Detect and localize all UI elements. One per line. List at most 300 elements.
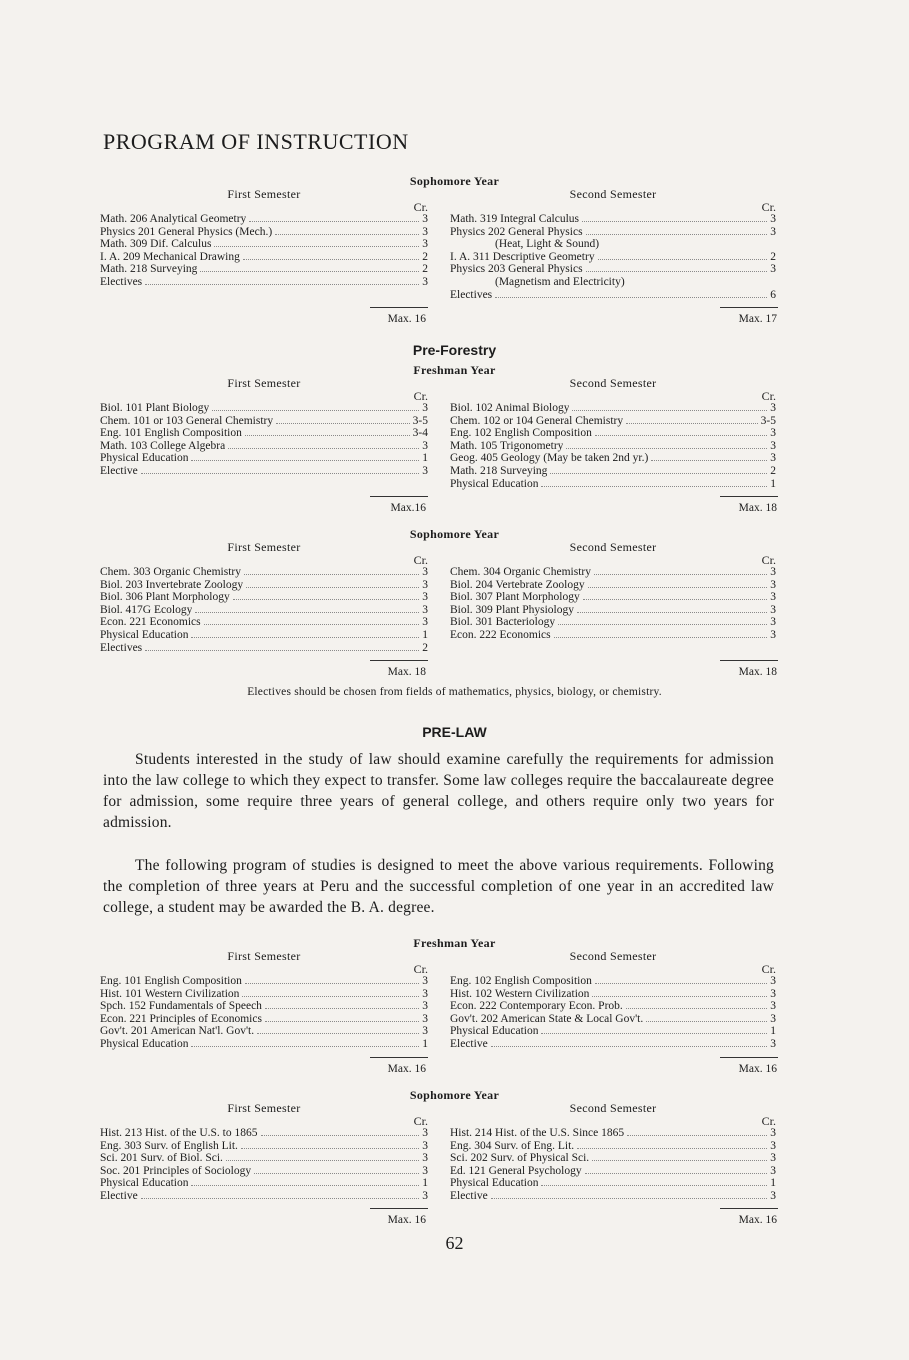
course-row [100,591,428,604]
course-list [450,402,776,490]
course-name: Eng. 102 English Composition [450,427,592,440]
credits-heading: Cr. [761,962,776,976]
course-credits: 3 [770,1127,776,1139]
dot-leader [588,587,768,588]
course-row [450,988,776,1001]
course-credits: 2 [422,263,428,276]
dot-leader [541,486,767,487]
course-credits: 3 [422,1189,428,1202]
dot-leader [586,271,768,272]
dot-leader [558,624,767,625]
course-name: Biol. 203 Invertebrate Zoology [100,578,244,591]
course-credits: 3 [770,1000,776,1013]
course-name: Physics 201 General Physics (Mech.) [100,225,273,238]
course-row [450,226,776,239]
second-semester-column [450,949,776,1051]
dot-leader [195,612,419,613]
course-name: Math. 206 Analytical Geometry [100,213,247,225]
course-row [100,1140,428,1153]
semester-heading: First Semester [227,1101,301,1115]
course-credits: 3 [770,1012,776,1025]
course-credits: 2 [770,464,776,477]
course-row [100,263,428,276]
course-name: Physics 202 General Physics [450,225,583,238]
semester-heading: Second Semester [569,949,657,963]
course-row [100,988,428,1001]
course-row [450,591,776,604]
course-row [100,604,428,617]
dot-leader [550,473,767,474]
dot-leader [592,1160,767,1161]
dot-leader [495,297,767,298]
course-credits: 1 [770,1177,776,1190]
course-credits: 3 [422,464,428,477]
course-name: Hist. 102 Western Civilization [450,987,590,1000]
dot-leader [257,1033,419,1034]
course-list [100,213,428,289]
course-credits: 2 [770,250,776,263]
dot-leader [141,1198,420,1199]
credits-heading: Cr. [413,962,428,976]
total-rule [720,307,778,308]
course-name: Chem. 303 Organic Chemistry [100,566,241,578]
course-credits: 3 [770,566,776,578]
course-subtitle: (Magnetism and Electricity) [495,275,625,288]
course-name: Econ. 221 Principles of Economics [100,1012,262,1025]
dot-leader [233,599,420,600]
dot-leader [585,1173,768,1174]
dot-leader [541,1033,767,1034]
course-name: Biol. 306 Plant Morphology [100,591,230,604]
dot-leader [245,983,419,984]
dot-leader [582,221,767,222]
course-credits: 1 [422,628,428,641]
course-credits: 3 [770,578,776,591]
year-label-sophomore: Sophomore Year [409,1088,500,1102]
course-name: Gov't. 202 American State & Local Gov't. [450,1012,644,1025]
course-row [100,642,428,655]
course-name: Eng. 304 Surv. of Eng. Lit. [450,1139,575,1152]
dot-leader [191,460,419,461]
course-credits: 3 [422,225,428,238]
max-credits-second: Max. 18 [738,502,777,514]
page-title: PROGRAM OF INSTRUCTION [103,129,409,154]
dot-leader [276,423,410,424]
dot-leader [651,460,767,461]
dot-leader [243,259,419,260]
course-row [100,1165,428,1178]
course-credits: 3 [422,578,428,591]
dot-leader [627,1135,767,1136]
second-semester-column [450,187,776,301]
course-name: Math. 218 Surveying [450,464,548,477]
course-row [100,1000,428,1013]
dot-leader [246,587,419,588]
dot-leader [491,1198,768,1199]
semester-heading: First Semester [227,540,301,554]
course-name: Eng. 102 English Composition [450,975,592,987]
course-row [100,213,428,226]
course-row [450,427,776,440]
course-name: Spch. 152 Fundamentals of Speech [100,1000,262,1013]
dot-leader [592,996,767,997]
first-semester-column [100,1101,428,1203]
course-name: Geog. 405 Geology (May be taken 2nd yr.) [450,452,649,465]
course-credits: 3 [422,1000,428,1013]
dot-leader [586,234,768,235]
course-row [100,1152,428,1165]
course-name: Hist. 214 Hist. of the U.S. Since 1865 [450,1127,625,1139]
first-semester-column [100,187,428,289]
course-row [100,415,428,428]
course-row [450,1038,776,1051]
course-row [450,604,776,617]
total-rule [370,1208,428,1209]
course-credits: 3 [770,975,776,987]
dot-leader [145,284,419,285]
course-list [100,975,428,1051]
course-row [100,629,428,642]
course-name: Electives [100,641,143,654]
max-credits-second: Max. 18 [738,666,777,678]
page-number: 62 [445,1233,464,1253]
section-heading-pre-law: PRE-LAW [422,724,487,740]
course-row [100,975,428,988]
program-paragraph: The following program of studies is designed to meet the above various requirements. Following the completion of three years at Peru and the successful completion of one year in an accredited law college, a student may be awarded the B. A. degree. [103,857,774,916]
max-credits-first: Max. 16 [387,1063,426,1075]
total-rule [720,1057,778,1058]
course-name: Physical Education [100,452,189,465]
dot-leader [577,1148,767,1149]
course-credits: 3 [770,1139,776,1152]
course-name: Physical Education [450,477,539,490]
course-row [100,1190,428,1203]
dot-leader [204,624,420,625]
total-rule [720,1208,778,1209]
course-credits: 3 [422,213,428,225]
course-credits: 1 [770,1025,776,1038]
max-credits-first: Max. 18 [387,666,426,678]
dot-leader [245,435,410,436]
first-semester-column [100,949,428,1051]
course-name: Elective [100,1189,138,1202]
course-name: Biol. 307 Plant Morphology [450,591,580,604]
dot-leader [265,1021,419,1022]
course-credits: 3 [770,591,776,604]
course-credits: 3 [422,566,428,578]
course-row [100,427,428,440]
course-credits: 3 [422,1012,428,1025]
dot-leader [242,996,419,997]
course-name: Gov't. 201 American Nat'l. Gov't. [100,1025,255,1038]
dot-leader [554,637,768,638]
course-name: Elective [450,1189,488,1202]
course-credits: 3 [770,628,776,641]
dot-leader [249,221,419,222]
course-name: Electives [450,288,493,301]
course-credits: 3-5 [412,414,428,427]
course-name: I. A. 311 Descriptive Geometry [450,250,595,263]
dot-leader [583,599,768,600]
dot-leader [228,448,419,449]
course-name: I. A. 209 Mechanical Drawing [100,250,240,263]
dot-leader [646,1021,767,1022]
course-name: Physical Education [450,1025,539,1038]
course-credits: 3 [770,1152,776,1165]
credits-heading: Cr. [413,1114,428,1128]
second-semester-column [450,1101,776,1203]
course-name: Math. 103 College Algebra [100,439,226,452]
course-name: Econ. 221 Economics [100,616,201,629]
course-name: Ed. 121 General Psychology [450,1164,582,1177]
credits-heading: Cr. [413,389,428,403]
dot-leader [200,271,419,272]
course-row [450,251,776,264]
course-name: Physical Education [100,1177,189,1190]
credits-heading: Cr. [761,200,776,214]
course-row [450,1025,776,1038]
year-label-sophomore-top: Sophomore Year [409,174,500,188]
semester-heading: Second Semester [569,540,657,554]
course-row [450,1013,776,1026]
course-list [450,213,776,301]
course-row [450,1140,776,1153]
dot-leader [626,423,758,424]
course-credits: 1 [422,1177,428,1190]
course-name: Soc. 201 Principles of Sociology [100,1164,252,1177]
dot-leader [261,1135,420,1136]
course-name: Elective [450,1037,488,1050]
course-credits: 3 [422,1152,428,1165]
second-semester-column [450,376,776,490]
course-name: Eng. 101 English Composition [100,427,242,440]
course-row [450,1152,776,1165]
max-credits-first: Max. 16 [387,1214,426,1226]
course-name: Physical Education [100,628,189,641]
course-name: Chem. 304 Organic Chemistry [450,566,591,578]
course-credits: 3 [422,603,428,616]
course-name: Math. 319 Integral Calculus [450,213,580,225]
course-credits: 3 [422,616,428,629]
course-row [100,238,428,251]
course-row [100,1025,428,1038]
course-credits: 3 [422,975,428,987]
dot-leader [191,637,419,638]
course-row [450,263,776,276]
credits-heading: Cr. [761,553,776,567]
course-credits: 6 [770,288,776,301]
course-credits: 3-5 [760,414,776,427]
course-name: Chem. 102 or 104 General Chemistry [450,414,624,427]
dot-leader [595,435,767,436]
course-name: Math. 309 Dif. Calculus [100,238,212,251]
max-credits-second: Max. 16 [738,1214,777,1226]
course-name: Sci. 202 Surv. of Physical Sci. [450,1152,590,1165]
course-name: Elective [100,464,138,477]
course-row [450,402,776,415]
second-semester-column [450,540,776,642]
total-rule [720,496,778,497]
course-name: Biol. 204 Vertebrate Zoology [450,578,585,591]
dot-leader [572,410,767,411]
dot-leader [594,574,767,575]
course-name: Physical Education [100,1037,189,1050]
course-name: Electives [100,275,143,288]
course-credits: 1 [422,452,428,465]
max-credits-first: Max. 16 [387,313,426,325]
dot-leader [141,473,420,474]
course-row [100,1013,428,1026]
dot-leader [566,448,767,449]
course-row [450,629,776,642]
course-credits: 3 [770,987,776,1000]
course-row [450,1000,776,1013]
course-name: Chem. 101 or 103 General Chemistry [100,414,274,427]
course-name: Biol. 301 Bacteriology [450,616,556,629]
course-row [100,616,428,629]
course-credits: 3 [422,439,428,452]
course-credits: 3 [770,213,776,225]
section-heading-pre-forestry: Pre-Forestry [412,342,497,358]
course-credits: 3 [422,1139,428,1152]
course-credits: 3 [422,1127,428,1139]
course-row [100,579,428,592]
course-row [450,1127,776,1140]
first-semester-column [100,376,428,478]
course-row [450,440,776,453]
course-row [450,1177,776,1190]
course-credits: 2 [422,641,428,654]
max-credits-first: Max.16 [390,502,426,514]
course-credits: 3 [422,275,428,288]
dot-leader [626,1008,767,1009]
course-credits: 3 [770,603,776,616]
course-name: Physics 203 General Physics [450,263,583,276]
course-list [450,566,776,642]
course-subtitle: (Heat, Light & Sound) [495,238,600,251]
course-row [100,251,428,264]
course-row [450,465,776,478]
course-list [450,975,776,1051]
course-list [100,402,428,478]
course-credits: 3 [770,427,776,440]
dot-leader [491,1046,768,1047]
year-label-freshman: Freshman Year [413,363,496,377]
credits-heading: Cr. [761,389,776,403]
course-credits: 3 [422,987,428,1000]
course-credits: 3 [770,1164,776,1177]
course-row [100,566,428,579]
dot-leader [244,574,419,575]
course-credits: 3 [422,1025,428,1038]
course-credits: 1 [770,477,776,490]
dot-leader [241,1148,419,1149]
electives-note: Electives should be chosen from fields of mathematics, physics, biology, or chemistry. [247,686,662,698]
course-credits: 3 [770,1037,776,1050]
course-row [100,1177,428,1190]
course-credits: 3 [422,1164,428,1177]
dot-leader [226,1160,419,1161]
course-row [100,440,428,453]
intro-paragraph: Students interested in the study of law should examine carefully the requirements for admission into the law college to which they expect to transfer. Some law colleges require the baccalaureate degree for admission, some require three years of general college, and others require only two years for admission. [103,751,774,831]
course-name: Biol. 417G Ecology [100,603,193,616]
total-rule [370,660,428,661]
course-credits: 3 [770,225,776,238]
credits-heading: Cr. [413,553,428,567]
course-row [450,415,776,428]
course-row [450,975,776,988]
first-semester-column [100,540,428,654]
max-credits-second: Max. 17 [738,313,777,325]
semester-heading: Second Semester [569,187,657,201]
course-row [450,213,776,226]
course-credits: 3 [770,439,776,452]
course-row [100,226,428,239]
course-row [100,1038,428,1051]
dot-leader [212,410,419,411]
credits-heading: Cr. [413,200,428,214]
course-row [450,1165,776,1178]
course-row [450,478,776,491]
max-credits-second: Max. 16 [738,1063,777,1075]
course-name: Eng. 101 English Composition [100,975,242,987]
course-name: Physical Education [450,1177,539,1190]
total-rule [370,496,428,497]
dot-leader [214,246,419,247]
course-name: Hist. 101 Western Civilization [100,987,240,1000]
dot-leader [191,1046,419,1047]
dot-leader [275,234,419,235]
course-row [450,1190,776,1203]
course-credits: 3-4 [412,427,428,440]
semester-heading: First Semester [227,187,301,201]
year-label-sophomore: Sophomore Year [409,527,500,541]
course-credits: 1 [422,1037,428,1050]
dot-leader [191,1185,419,1186]
course-name: Biol. 101 Plant Biology [100,402,210,414]
total-rule [370,307,428,308]
course-name: Econ. 222 Contemporary Econ. Prob. [450,1000,623,1013]
course-credits: 3 [770,263,776,276]
course-row [450,289,776,302]
course-credits: 3 [422,402,428,414]
dot-leader [541,1185,767,1186]
course-credits: 3 [770,616,776,629]
course-row [100,1127,428,1140]
course-credits: 3 [770,1189,776,1202]
course-list [450,1127,776,1203]
course-credits: 3 [422,238,428,251]
dot-leader [595,983,767,984]
course-credits: 3 [422,591,428,604]
course-name: Sci. 201 Surv. of Biol. Sci. [100,1152,223,1165]
semester-heading: First Semester [227,949,301,963]
course-name: Biol. 102 Animal Biology [450,402,570,414]
year-label-freshman: Freshman Year [413,936,496,950]
course-credits: 2 [422,250,428,263]
dot-leader [598,259,768,260]
dot-leader [577,612,767,613]
course-row [450,452,776,465]
course-name: Eng. 303 Surv. of English Lit. [100,1139,238,1152]
dot-leader [145,650,419,651]
course-row [100,452,428,465]
course-credits: 3 [770,402,776,414]
course-row [100,276,428,289]
semester-heading: Second Semester [569,376,657,390]
course-row [450,579,776,592]
dot-leader [254,1173,419,1174]
